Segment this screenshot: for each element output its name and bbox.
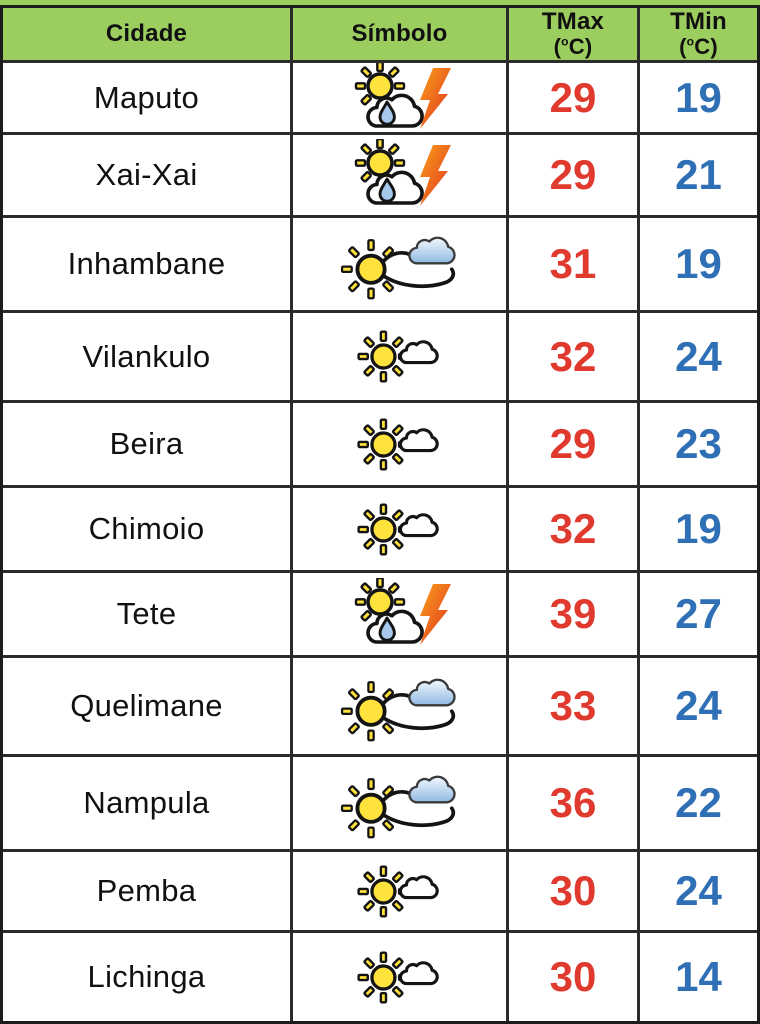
city-cell: Nampula bbox=[3, 757, 293, 852]
sun-cloud-rain-lightning-icon bbox=[293, 573, 509, 658]
tmax-cell: 32 bbox=[509, 313, 640, 403]
city-cell: Quelimane bbox=[3, 658, 293, 757]
sun-wind-blue-cloud-icon bbox=[293, 757, 509, 852]
city-cell: Beira bbox=[3, 403, 293, 488]
tmax-cell: 39 bbox=[509, 573, 640, 658]
sun-small-cloud-icon bbox=[293, 313, 509, 403]
header-tmax-unit: ($^o$C) bbox=[553, 34, 593, 60]
tmax-cell: 36 bbox=[509, 757, 640, 852]
header-tmin-label: TMin bbox=[670, 8, 727, 36]
tmin-cell: 22 bbox=[640, 757, 757, 852]
city-cell: Maputo bbox=[3, 63, 293, 135]
header-tmin bbox=[640, 8, 757, 63]
tmax-cell: 30 bbox=[509, 852, 640, 933]
weather-table bbox=[0, 5, 760, 1024]
city-cell: Tete bbox=[3, 573, 293, 658]
tmin-cell: 27 bbox=[640, 573, 757, 658]
sun-wind-blue-cloud-icon bbox=[293, 658, 509, 757]
tmin-cell: 19 bbox=[640, 218, 757, 313]
tmin-cell: 19 bbox=[640, 63, 757, 135]
tmin-cell: 24 bbox=[640, 658, 757, 757]
city-cell: Vilankulo bbox=[3, 313, 293, 403]
tmin-cell: 24 bbox=[640, 852, 757, 933]
header-tmin-unit: ($^o$C) bbox=[679, 34, 718, 60]
header-simbolo: Símbolo bbox=[293, 8, 509, 63]
sun-small-cloud-icon bbox=[293, 852, 509, 933]
tmax-cell: 29 bbox=[509, 135, 640, 218]
tmin-cell: 21 bbox=[640, 135, 757, 218]
city-cell: Chimoio bbox=[3, 488, 293, 573]
city-cell: Xai-Xai bbox=[3, 135, 293, 218]
tmax-cell: 33 bbox=[509, 658, 640, 757]
header-cidade: Cidade bbox=[3, 8, 293, 63]
tmax-cell: 32 bbox=[509, 488, 640, 573]
sun-small-cloud-icon bbox=[293, 933, 509, 1021]
tmax-cell: 29 bbox=[509, 63, 640, 135]
city-cell: Pemba bbox=[3, 852, 293, 933]
header-tmax-label: TMax bbox=[541, 8, 605, 36]
header-tmax bbox=[509, 8, 640, 63]
tmin-cell: 14 bbox=[675, 953, 722, 1000]
city-cell: Inhambane bbox=[3, 218, 293, 313]
tmin-cell: 23 bbox=[640, 403, 757, 488]
city-cell: Lichinga bbox=[3, 933, 293, 1021]
tmin-cell: 19 bbox=[640, 488, 757, 573]
sun-small-cloud-icon bbox=[293, 403, 509, 488]
tmax-cell: 29 bbox=[509, 403, 640, 488]
tmin-cell: 24 bbox=[640, 313, 757, 403]
tmax-cell: 30 bbox=[509, 933, 640, 1021]
sun-small-cloud-icon bbox=[293, 488, 509, 573]
tmax-cell: 31 bbox=[509, 218, 640, 313]
sun-cloud-rain-lightning-icon bbox=[293, 135, 509, 218]
sun-wind-blue-cloud-icon bbox=[293, 218, 509, 313]
sun-cloud-rain-lightning-icon bbox=[293, 63, 509, 135]
